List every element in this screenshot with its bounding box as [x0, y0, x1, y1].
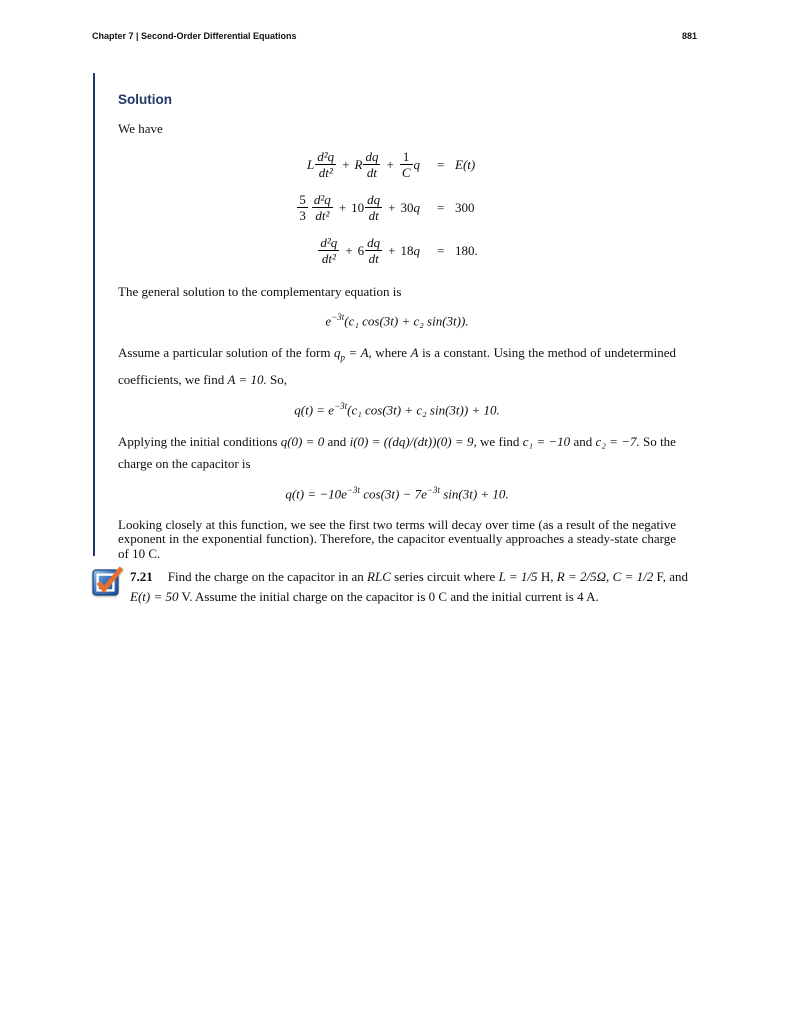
equation-rhs: E(t) [455, 156, 476, 172]
solution-intro: We have [118, 121, 163, 136]
inline-math: A = 10. [227, 371, 267, 387]
paragraph-conclusion: Looking closely at this function, we see the first two terms will decay over time (as a result of the negative exponent in the exponential function). Therefore, the capacitor eventually approaches a steady-state charge of 10 C. [118, 516, 676, 561]
coefficient: 30 [400, 199, 414, 215]
fraction: $\frac{dq}{dt}$ [365, 149, 379, 180]
page-header [92, 31, 697, 41]
running-chapter-title: Chapter 7 | Second-Order Differential Equations [92, 31, 297, 41]
exponent: −3t [334, 400, 348, 411]
fraction: $\frac{dq}{dt}$ [367, 235, 381, 266]
equals-sign: = [437, 156, 445, 172]
page-number: 881 [681, 31, 697, 41]
inline-math: i(0) = ((dq)/(dt))(0) = 9, [349, 434, 477, 450]
plus-operator: + [386, 156, 394, 172]
inline-math: c₂ = −7. [595, 434, 640, 450]
checkpoint-7-21 [92, 564, 688, 607]
equation-rlc-general [118, 143, 676, 186]
plus-operator: + [345, 242, 353, 258]
inline-math: R = 2/5Ω, [556, 569, 610, 584]
fraction: $\frac{5}{3}$ [299, 192, 306, 223]
inline-math: E(t) = 50 [130, 589, 179, 604]
coefficient: 10 [351, 199, 365, 215]
equation-final-charge: $q(t) = -10e^{-3t}$ $\cos(3t) - 7e^{-3t}$ sin(3t) + 10. [285, 485, 509, 502]
paragraph-particular: Assume a particular solution of the form $q_p = A$, where A is a constant. Using the method of undetermined coefficients, we find A = 10. So, [118, 345, 676, 387]
equation-rhs: 300 [455, 199, 475, 215]
plus-operator: + [388, 199, 396, 215]
exponent: −3t [346, 485, 360, 496]
paragraph-initial-conditions: Applying the initial conditions q(0) = 0 and i(0) = ((dq)/(dt))(0) = 9, we find c₁ = −10 and c₂ = −7. So the charge on the capacitor is [118, 434, 676, 472]
inline-math: RLC [367, 569, 391, 584]
math-term: q [413, 242, 420, 258]
equation-general-solution: $q(t) = e^{-3t}(c_1$ cos(3t) + c₂ sin(3t)) + 10. [294, 400, 500, 418]
solution-heading: Solution [118, 92, 172, 107]
fraction: $\frac{\text{d²q}}{\text{dt²}}$ [317, 149, 335, 180]
fraction: $\frac{dq}{dt}$ [367, 192, 381, 223]
math-term: q [413, 199, 420, 215]
equation-complementary: $e^{-3t}(c_1$ cos(3t) + c₂ sin(3t)). [325, 312, 469, 329]
inline-math: L = 1/5 [498, 569, 538, 584]
inline-math: $q_p = A$, [334, 345, 372, 363]
exponent: −3t [426, 485, 440, 496]
math-term: L [307, 156, 315, 172]
coefficient: 18 [400, 242, 414, 258]
equation-standard-form [118, 229, 676, 272]
inline-math: C = 1/2 [612, 569, 654, 584]
solution-section [118, 92, 676, 561]
checkpoint-text: 7.21 Find the charge on the capacitor in an RLC series circuit where L = 1/5 H, R = 2/5Ω, C = 1/2 F, and E(t) = 50 V. Assume the initial charge on the capacitor is 0 C and the initial current is 4 A. [130, 569, 689, 604]
plus-operator: + [342, 156, 350, 172]
paragraph-general-solution: The general solution to the complementary equation is [118, 284, 402, 299]
plus-operator: + [338, 199, 347, 215]
fraction: $\frac{\text{d²q}}{\text{dt²}}$ [313, 192, 331, 223]
solution-callout-rule [93, 73, 95, 556]
coefficient: 6 [357, 242, 365, 258]
checkpoint-checkbox-icon [92, 565, 126, 601]
exponent: −3t [331, 312, 345, 322]
checkpoint-number: 7.21 [130, 569, 153, 584]
subscript: p [340, 352, 345, 363]
equation-rhs: 180. [455, 242, 478, 258]
inline-math: A [410, 345, 419, 361]
fraction: $\frac{1}{C}$ [401, 149, 411, 180]
inline-math: q(0) = 0 [280, 434, 325, 450]
equals-sign: = [437, 199, 445, 215]
inline-math: c₁ = −10 [522, 434, 571, 450]
math-term: q [413, 156, 420, 172]
math-term: R [354, 156, 363, 172]
equals-sign: = [437, 242, 445, 258]
equation-substituted [118, 186, 676, 229]
fraction: $\frac{\text{d²q}}{\text{dt²}}$ [320, 235, 338, 266]
plus-operator: + [388, 242, 396, 258]
